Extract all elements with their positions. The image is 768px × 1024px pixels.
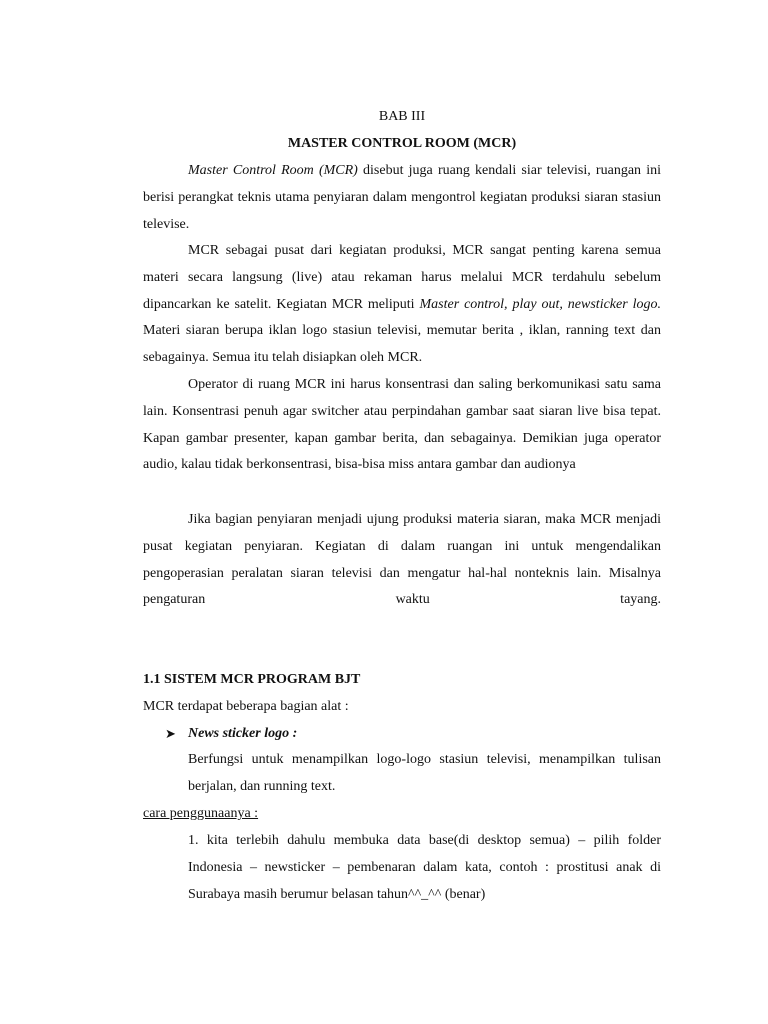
paragraph-2-text-b: Materi siaran berupa iklan logo stasiun televisi, memutar berita , iklan, ranning text dan sebagainya. Semua itu telah disiapkan oleh MCR. xyxy=(143,323,661,366)
paragraph-2-text-a: MCR sebagai pusat dari kegiatan produksi, MCR sangat penting karena semua materi secara langsung (live) atau rekaman harus melalui MCR terdahulu sebelum dipancarkan ke satelit. Kegiatan MCR meliputi xyxy=(143,243,661,312)
step-1: 1. kita terlebih dahulu membuka data base(di desktop semua) – pilih folder Indonesia – newsticker – pembenaran dalam kata, contoh : prostitusi anak di Surabaya masih berumur belasan tahun^^_^^ (benar) xyxy=(188,833,661,902)
bullet-label: News sticker logo : xyxy=(188,726,298,741)
usage-label: cara penggunaanya : xyxy=(143,806,259,821)
paragraph-3: Operator di ruang MCR ini harus konsentrasi dan saling berkomunikasi satu sama lain. Konsentrasi penuh agar switcher atau perpindahan gambar saat siaran live bisa tepat. Kapan gambar presenter, kapan gambar berita, dan sebagainya. Demikian juga operator audio, kalau tidak berkonsentrasi, bisa-bisa miss antara gambar dan audionya xyxy=(143,377,661,473)
chapter-heading: BAB III xyxy=(378,109,426,124)
paragraph-2-italic: Master control, play out, newsticker logo. xyxy=(419,296,661,312)
chapter-title: MASTER CONTROL ROOM (MCR) xyxy=(287,136,517,151)
intro-line: MCR terdapat beberapa bagian alat : xyxy=(143,699,349,714)
paragraph-2 xyxy=(143,238,661,372)
paragraph-1-term: Master Control Room (MCR) xyxy=(188,163,358,178)
paragraph-1 xyxy=(143,158,661,238)
arrow-bullet-icon: ➤ xyxy=(165,726,176,741)
paragraph-4: Jika bagian penyiaran menjadi ujung produksi materia siaran, maka MCR menjadi pusat kegiatan penyiaran. Kegiatan di dalam ruangan ini untuk mengendalikan pengoperasian peralatan siaran televisi dan mengatur hal-hal nonteknis lain. Misalnya pengaturan waktu tayang. xyxy=(143,512,661,608)
paragraph-1-text: disebut juga ruang kendali siar televisi, ruangan ini berisi perangkat teknis utama penyiaran dalam mengontrol kegiatan produksi siaran stasiun televise. xyxy=(143,163,661,232)
section-heading: 1.1 SISTEM MCR PROGRAM BJT xyxy=(143,672,361,687)
bullet-description: Berfungsi untuk menampilkan logo-logo stasiun televisi, menampilkan tulisan berjalan, dan running text. xyxy=(188,752,661,794)
